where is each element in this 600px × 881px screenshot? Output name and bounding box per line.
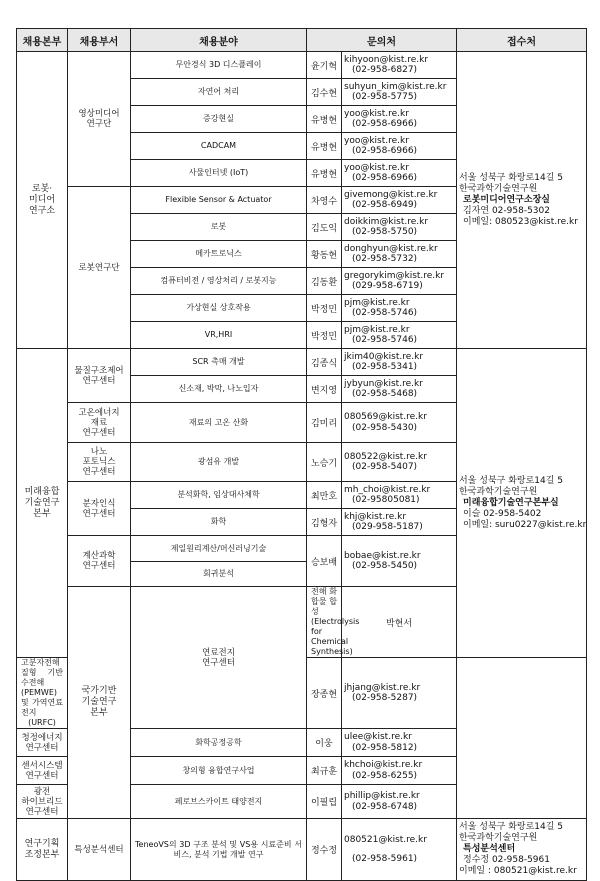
contact-info (342, 187, 457, 214)
reception-person: 김자연 02-958-5302 (463, 205, 550, 216)
field-cell: VR,HRI (131, 322, 307, 349)
contact-info (342, 403, 457, 443)
contact-email[interactable]: pjm@kist.re.kr (344, 324, 410, 335)
field-cell: 로봇 (131, 214, 307, 241)
department-cell: 특성분석센터 (68, 819, 131, 881)
division-cell: 연구기획 조정본부 (17, 819, 68, 881)
field-cell: 제일원리계산/머신러닝기술 (131, 536, 307, 562)
contact-email[interactable]: jkim40@kist.re.kr (344, 351, 424, 362)
contact-email[interactable]: pjm@kist.re.kr (344, 297, 410, 308)
contact-phone: (02-958-5287) (352, 693, 418, 703)
field-cell: 무안경식 3D 디스플레이 (131, 52, 307, 79)
header-department: 채용부서 (68, 29, 131, 52)
contact-name: 김동환 (307, 268, 342, 295)
contact-name: 정수정 (307, 819, 342, 881)
contact-name: 김형자 (307, 509, 342, 536)
department-cell: 계산과학 연구센터 (68, 536, 131, 587)
contact-info (342, 79, 457, 106)
contact-phone: (02-958-6966) (352, 146, 418, 156)
contact-name: 최만호 (307, 482, 342, 509)
contact-email[interactable]: jybyun@kist.re.kr (344, 378, 423, 389)
table-row (17, 52, 587, 79)
contact-phone: (02-958-6966) (352, 173, 418, 183)
contact-name: 노승기 (307, 443, 342, 482)
reception-institute: 한국과학기술연구원 (459, 486, 538, 497)
header-contact: 문의처 (307, 29, 457, 52)
department-cell: 물질구조제어 연구센터 (68, 349, 131, 403)
contact-email[interactable]: suhyun_kim@kist.re.kr (344, 81, 447, 92)
field-cell: 분석화학, 임상대사체학 (131, 482, 307, 509)
department-cell: 고온에너지 재료 연구센터 (68, 403, 131, 443)
department-cell: 광전 하이브리드 연구센터 (17, 785, 68, 819)
contact-phone: (029-958-5187) (352, 522, 423, 532)
contact-email[interactable]: 080569@kist.re.kr (344, 412, 427, 422)
contact-phone: (02-958-5341) (352, 362, 418, 372)
recruitment-table (16, 28, 587, 881)
contact-phone: (02-958-5450) (352, 561, 418, 571)
contact-email[interactable]: khj@kist.re.kr (344, 511, 407, 522)
contact-email[interactable]: jhjang@kist.re.kr (344, 682, 421, 693)
contact-info (342, 322, 457, 349)
field-cell: 신소재, 박막, 나노입자 (131, 376, 307, 403)
contact-email[interactable]: donghyun@kist.re.kr (344, 243, 438, 254)
contact-email[interactable]: mh_choi@kist.re.kr (344, 484, 431, 495)
field-cell: Flexible Sensor & Actuator (131, 187, 307, 214)
field-cell: 사물인터넷 (IoT) (131, 160, 307, 187)
department-cell: 나노 포토닉스 연구센터 (68, 443, 131, 482)
department-cell: 영상미디어 연구단 (68, 52, 131, 187)
contact-name: 장종현 (307, 658, 342, 729)
contact-name: 황동현 (307, 241, 342, 268)
field-cell: 재료의 고온 산화 (131, 403, 307, 443)
contact-name: 윤기혁 (307, 52, 342, 79)
contact-info (342, 349, 457, 376)
field-cell: 메카트로닉스 (131, 241, 307, 268)
contact-info (342, 785, 457, 819)
contact-info (342, 536, 457, 587)
contact-email[interactable]: givemong@kist.re.kr (344, 189, 438, 200)
contact-phone: (02-95805081) (352, 495, 420, 505)
header-row (17, 29, 587, 52)
contact-phone: (02-958-6966) (352, 119, 418, 129)
contact-name: 박현서 (342, 587, 457, 658)
contact-email[interactable]: gregorykim@kist.re.kr (344, 270, 445, 281)
field-cell: 창의형 융합연구사업 (131, 757, 307, 785)
contact-phone: (02-958-5775) (352, 92, 418, 102)
header-field: 채용분야 (131, 29, 307, 52)
reception-institute: 한국과학기술연구원 (459, 183, 538, 194)
contact-phone: (02-958-6949) (352, 200, 418, 210)
department-cell: 분자인식 연구센터 (68, 482, 131, 536)
contact-phone: (029-958-6719) (352, 281, 423, 291)
field-cell: 화학공정공학 (131, 729, 307, 757)
contact-info (342, 658, 457, 729)
contact-email[interactable]: kihyoon@kist.re.kr (344, 54, 429, 65)
contact-info (342, 52, 457, 79)
contact-phone: (02-958-5430) (352, 422, 418, 433)
contact-name: 최규훈 (307, 757, 342, 785)
contact-email[interactable]: 080522@kist.re.kr (344, 451, 427, 462)
field-cell: 가상현실 상호작용 (131, 295, 307, 322)
contact-name: 유병현 (307, 106, 342, 133)
reception-cell (457, 349, 587, 658)
field-cell: 화학 (131, 509, 307, 536)
contact-info (342, 729, 457, 757)
reception-office: 로봇미디어연구소장실 (463, 194, 550, 205)
contact-phone: (02-958-6827) (352, 65, 418, 75)
contact-name: 김도익 (307, 214, 342, 241)
reception-email[interactable]: 이메일: 080523@kist.re.kr (463, 216, 578, 227)
reception-address: 서울 성북구 화랑로14길 5 (459, 475, 564, 486)
field-cell: 광섬유 개발 (131, 443, 307, 482)
contact-info (342, 214, 457, 241)
contact-info (342, 133, 457, 160)
contact-email[interactable]: ulee@kist.re.kr (344, 732, 412, 742)
contact-email[interactable]: bobae@kist.re.kr (344, 550, 421, 561)
field-cell: TeneoVS의 3D 구조 분석 및 VS용 시료준비 서비스, 분석 기법 개발 연구 (131, 819, 307, 881)
contact-name: 김종식 (307, 349, 342, 376)
contact-info (342, 106, 457, 133)
contact-name: 차영수 (307, 187, 342, 214)
contact-info (342, 376, 457, 403)
contact-phone: (02-958-6748) (352, 801, 418, 812)
header-division: 채용본부 (17, 29, 68, 52)
contact-email[interactable]: 080521@kist.re.kr (344, 835, 427, 845)
contact-name: 승보배 (307, 536, 342, 587)
contact-info (342, 268, 457, 295)
contact-phone: (02-958-5732) (352, 254, 418, 264)
reception-office: 특성분석센터 (463, 844, 516, 854)
contact-email[interactable]: yoo@kist.re.kr (344, 162, 409, 173)
division-cell: 로봇· 미디어 연구소 (17, 52, 68, 349)
reception-email[interactable]: 이메일 : 080521@kist.re.kr (459, 866, 577, 876)
field-cell: 고분자전해질형 기반 수전해 (PEMWE) 및 가역연료전지 (URFC) (17, 658, 68, 729)
contact-email[interactable]: doikkim@kist.re.kr (344, 216, 429, 227)
contact-phone: (02-958-6255) (352, 770, 418, 781)
contact-info (342, 509, 457, 536)
contact-email[interactable]: phillip@kist.re.kr (344, 791, 420, 801)
contact-info (342, 482, 457, 509)
reception-person: 정수정 02-958-5961 (463, 855, 550, 865)
header-reception: 접수처 (457, 29, 587, 52)
contact-name: 변지영 (307, 376, 342, 403)
contact-name: 이필립 (307, 785, 342, 819)
department-cell: 연료전지 연구센터 (131, 587, 307, 729)
contact-info (342, 757, 457, 785)
contact-name: 김미리 (307, 403, 342, 443)
reception-cell (457, 819, 587, 881)
reception-address: 서울 성북구 화랑로14길 5 (459, 822, 564, 832)
contact-phone: (02-958-5750) (352, 227, 418, 237)
contact-email[interactable]: khchoi@kist.re.kr (344, 760, 423, 770)
contact-name: 박정민 (307, 295, 342, 322)
division-cell: 미래융합 기술연구 본부 (17, 349, 68, 658)
table-row (17, 819, 587, 881)
field-cell: CADCAM (131, 133, 307, 160)
field-cell: 증강현실 (131, 106, 307, 133)
contact-info (342, 241, 457, 268)
contact-name: 유병현 (307, 160, 342, 187)
reception-institute: 한국과학기술연구원 (459, 833, 538, 843)
contact-phone: (02-958-5812) (352, 742, 418, 753)
table-row (17, 349, 587, 376)
field-cell: 전해 화합물 합성(Electrolysis for Chemical Synthesis) (307, 587, 342, 658)
contact-info (342, 160, 457, 187)
department-cell: 센서시스템 연구센터 (17, 757, 68, 785)
contact-info (342, 819, 457, 881)
contact-phone: (02-958-5746) (352, 335, 418, 345)
contact-phone: (02-958-5468) (352, 389, 418, 399)
contact-name: 김수현 (307, 79, 342, 106)
department-cell: 로봇연구단 (68, 187, 131, 349)
division-cell: 국가기반 기술연구 본부 (68, 587, 131, 819)
reception-office: 미래융합기술연구본부실 (463, 497, 559, 508)
contact-email[interactable]: yoo@kist.re.kr (344, 135, 409, 146)
contact-phone: (02-958-5407) (352, 462, 418, 472)
contact-name: 유병현 (307, 133, 342, 160)
field-cell: 페로브스카이트 태양전지 (131, 785, 307, 819)
field-cell: 회귀분석 (131, 562, 307, 587)
contact-info (342, 295, 457, 322)
contact-info (342, 443, 457, 482)
contact-phone: (02-958-5746) (352, 308, 418, 318)
contact-name: 이웅 (307, 729, 342, 757)
reception-person: 이슬 02-958-5402 (463, 508, 542, 519)
reception-address: 서울 성북구 화랑로14길 5 (459, 172, 564, 183)
contact-phone: (02-958-5961) (352, 853, 418, 864)
reception-cell (457, 52, 587, 349)
contact-name: 박정민 (307, 322, 342, 349)
field-cell: 자연어 처리 (131, 79, 307, 106)
field-cell: 컴퓨터비전 / 영상처리 / 로봇지능 (131, 268, 307, 295)
field-cell: SCR 촉매 개발 (131, 349, 307, 376)
department-cell: 청정에너지 연구센터 (17, 729, 68, 757)
reception-email[interactable]: 이메일: suru0227@kist.re.kr (463, 519, 587, 530)
contact-email[interactable]: yoo@kist.re.kr (344, 108, 409, 119)
